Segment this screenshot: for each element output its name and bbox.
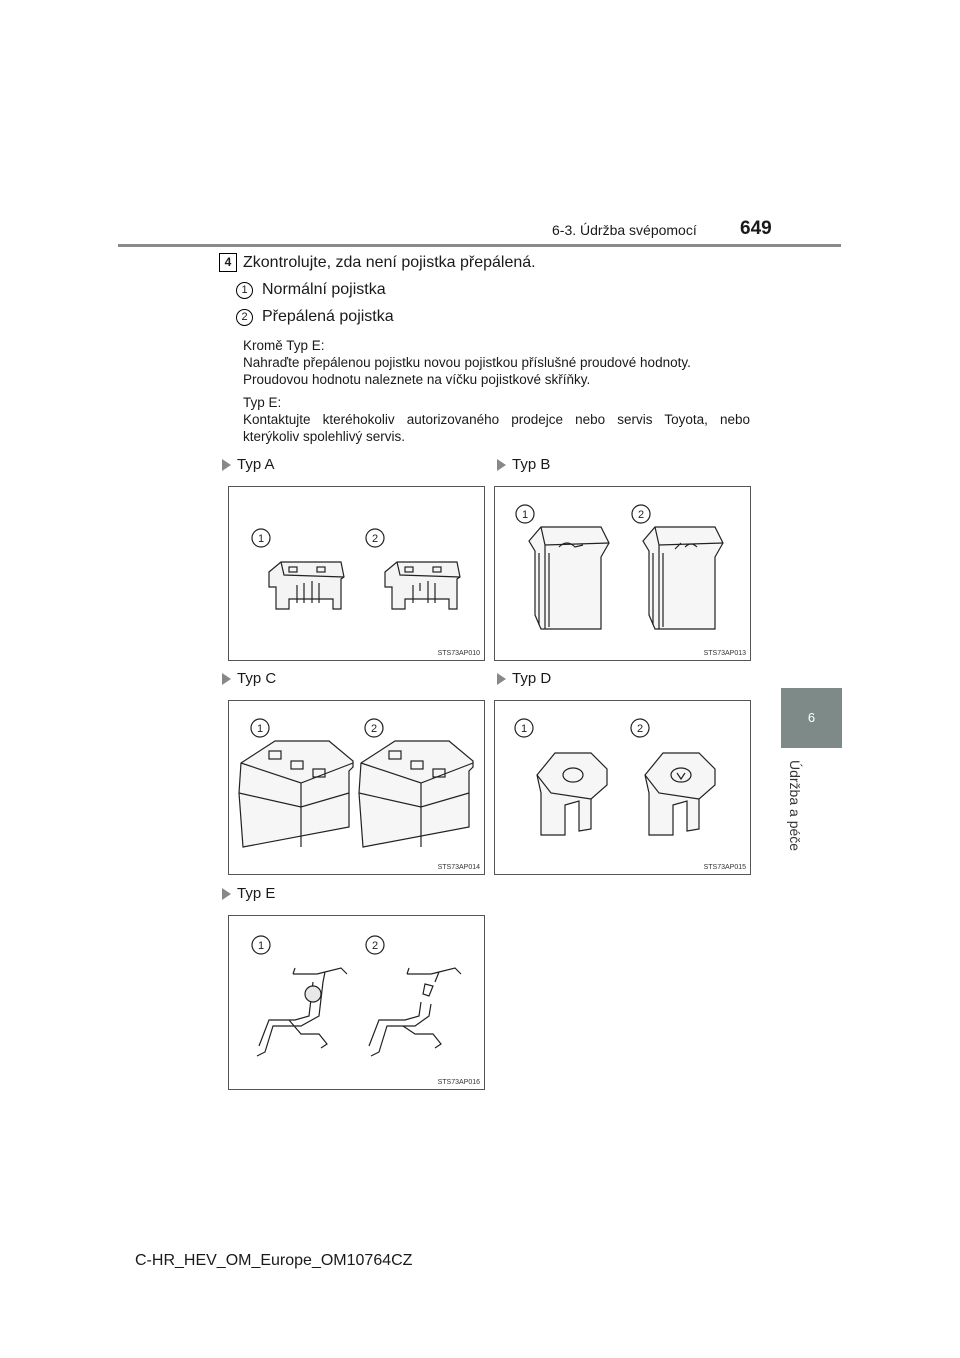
- chapter-title-vertical: [783, 760, 803, 870]
- note-type-e: [243, 394, 750, 445]
- triangle-bullet-icon: [222, 673, 231, 685]
- fuse-typ-b-illustration: [495, 487, 750, 660]
- note-except-type-e: [243, 337, 750, 388]
- section-title: 6-3. Údržba svépomocí: [552, 222, 697, 238]
- step-title: Zkontrolujte, zda není pojistka přepálená.: [243, 253, 536, 271]
- item-normal-fuse: [236, 281, 386, 299]
- callout-1: 1: [257, 940, 265, 952]
- callout-2: 2: [371, 533, 379, 545]
- note-heading: Kromě Typ E:: [243, 338, 325, 353]
- note-line: Nahraďte přepálenou pojistku novou pojistkou příslušné proudové hodnoty.: [243, 355, 691, 370]
- document-id: C-HR_HEV_OM_Europe_OM10764CZ: [135, 1252, 413, 1269]
- figure-typ-b: [494, 486, 751, 661]
- triangle-bullet-icon: [222, 888, 231, 900]
- note-line: Kontaktujte kteréhokoliv autorizovaného prodejce nebo servis Toyota, nebo kterýkoliv spolehlivý servis.: [243, 412, 750, 444]
- item-blown-fuse: [236, 308, 394, 326]
- fuse-typ-e-illustration: [229, 916, 484, 1089]
- item-label: Normální pojistka: [262, 281, 386, 298]
- figure-label-typ-b: Typ B: [497, 456, 550, 473]
- figure-code: STS73AP016: [437, 1079, 480, 1086]
- callout-2: 2: [636, 723, 644, 735]
- callout-badge: 2: [236, 309, 253, 326]
- note-line: Proudovou hodnotu naleznete na víčku pojistkové skříňky.: [243, 372, 591, 387]
- figure-typ-e: [228, 915, 485, 1090]
- figure-code: STS73AP015: [703, 864, 746, 871]
- figure-label-typ-a: Typ A: [222, 456, 275, 473]
- callout-1: 1: [521, 509, 529, 521]
- figure-label-typ-d: Typ D: [497, 670, 551, 687]
- fuse-typ-d-illustration: [495, 701, 750, 874]
- callout-2: 2: [370, 723, 378, 735]
- fuse-typ-a-illustration: [229, 487, 484, 660]
- step-4: [219, 253, 536, 272]
- note-heading: Typ E:: [243, 395, 282, 410]
- callout-1: 1: [520, 723, 528, 735]
- triangle-bullet-icon: [497, 673, 506, 685]
- figure-typ-d: [494, 700, 751, 875]
- chapter-tab: 6: [781, 688, 842, 748]
- figure-typ-a: [228, 486, 485, 661]
- callout-2: 2: [637, 509, 645, 521]
- figure-code: STS73AP010: [437, 650, 480, 657]
- step-number-badge: 4: [219, 253, 237, 272]
- header-rule: [118, 244, 841, 247]
- figure-code: STS73AP014: [437, 864, 480, 871]
- callout-1: 1: [256, 723, 264, 735]
- fuse-typ-c-illustration: [229, 701, 484, 874]
- figure-label-typ-c: Typ C: [222, 670, 276, 687]
- triangle-bullet-icon: [222, 459, 231, 471]
- callout-2: 2: [371, 940, 379, 952]
- callout-1: 1: [257, 533, 265, 545]
- triangle-bullet-icon: [497, 459, 506, 471]
- figure-label-typ-e: Typ E: [222, 885, 275, 902]
- chapter-title: Údržba a péče: [787, 760, 803, 852]
- figure-typ-c: [228, 700, 485, 875]
- figure-code: STS73AP013: [703, 650, 746, 657]
- item-label: Přepálená pojistka: [262, 308, 394, 325]
- page-number: 649: [740, 218, 772, 239]
- callout-badge: 1: [236, 282, 253, 299]
